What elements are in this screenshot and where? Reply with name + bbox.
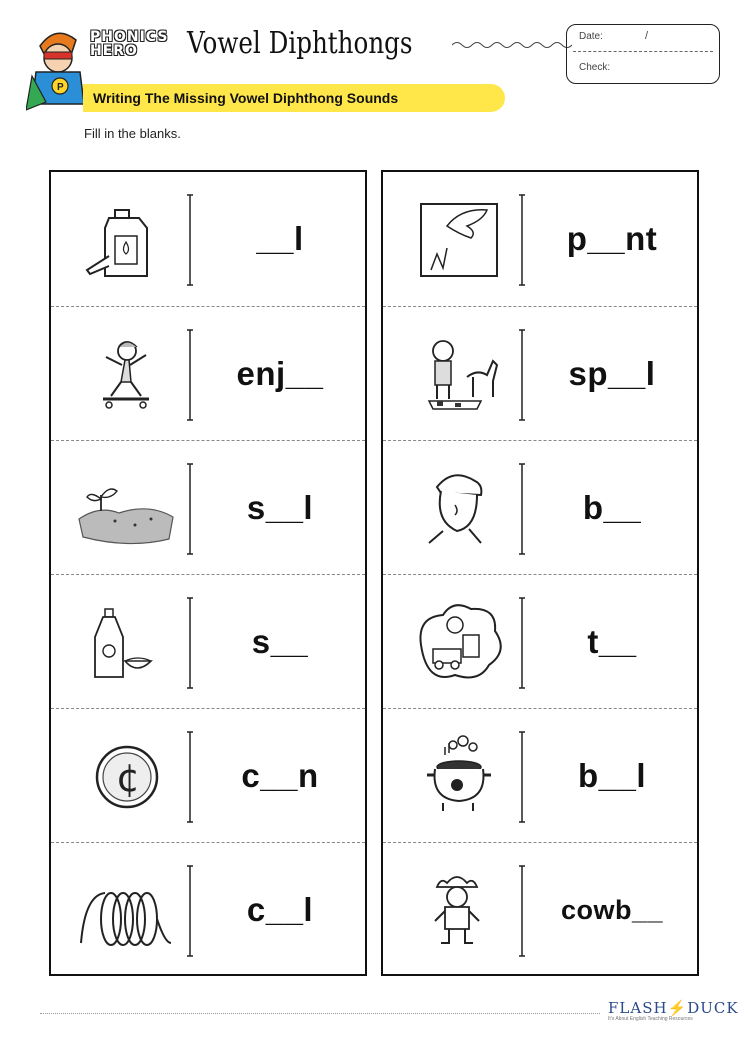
svg-text:¢: ¢ [116, 756, 141, 800]
divider-bar [186, 194, 194, 286]
divider-bar [518, 329, 526, 421]
right-exercise-panel [381, 170, 699, 976]
exercise-cell [383, 842, 697, 977]
divider-bar [186, 731, 194, 823]
exercise-cell [383, 172, 697, 306]
brand-name: FLASH [608, 999, 668, 1017]
word-blank: sp__l [568, 355, 656, 392]
divider-bar [518, 865, 526, 957]
bolt-icon: ⚡ [667, 999, 688, 1017]
coil-icon [75, 863, 175, 957]
word-blank: enj__ [236, 355, 324, 392]
date-label: Date: [579, 31, 603, 42]
divider-bar [186, 463, 194, 555]
word-blank: p__nt [566, 220, 658, 257]
divider-bar [186, 329, 194, 421]
coin-icon [75, 729, 175, 823]
oil-can-icon [75, 192, 175, 286]
boy-icon [407, 461, 507, 555]
exercise-cell [383, 708, 697, 843]
subtitle: Writing The Missing Vowel Diphthong Sounds [93, 90, 399, 106]
cowboy-icon [407, 863, 507, 957]
phonics-hero-mascot-icon [26, 22, 90, 116]
phonics-hero-logo [90, 30, 168, 58]
brand-tagline: It's About English Teaching Resources [608, 1016, 693, 1022]
divider-bar [186, 597, 194, 689]
footer-dotted-line [40, 1013, 600, 1014]
date-divider [573, 51, 713, 52]
divider-bar [186, 865, 194, 957]
boiling-pot-icon [407, 729, 507, 823]
word-blank: c__l [246, 891, 314, 928]
exercise-cell [383, 440, 697, 575]
word-blank: b__l [577, 757, 647, 794]
wave-divider-icon [452, 38, 572, 52]
divider-bar [518, 597, 526, 689]
check-label: Check: [579, 62, 611, 73]
word-blank: c__n [241, 757, 319, 794]
exercise-cell [383, 574, 697, 709]
soy-sauce-icon [75, 595, 175, 689]
toys-icon [407, 595, 507, 689]
svg-text:P: P [57, 82, 64, 93]
exercise-cell [51, 440, 365, 575]
divider-bar [518, 731, 526, 823]
divider-bar [518, 463, 526, 555]
brand-name-2: DUCK [687, 999, 739, 1017]
left-exercise-panel [49, 170, 367, 976]
instruction-text: Fill in the blanks. [84, 126, 181, 141]
logo-line2: HERO [90, 43, 138, 59]
exercise-cell [51, 708, 365, 843]
spoiled-mess-icon [407, 327, 507, 421]
word-blank: b__ [582, 489, 642, 526]
exercise-cell [383, 306, 697, 441]
skateboarder-icon [75, 327, 175, 421]
date-slash: / [645, 30, 649, 42]
date-check-box [566, 24, 720, 84]
word-blank: s__ [251, 623, 309, 660]
exercise-cell [51, 574, 365, 709]
flashduck-logo [608, 999, 739, 1022]
paint-icon [407, 192, 507, 286]
exercise-cell [51, 172, 365, 306]
word-blank: __l [256, 220, 304, 257]
subtitle-banner [83, 84, 505, 112]
exercise-cell [51, 306, 365, 441]
word-blank: t__ [587, 623, 637, 660]
page-title: Vowel Diphthongs [187, 26, 413, 61]
logo-line1: PHONICS [90, 29, 169, 45]
word-blank: cowb__ [560, 894, 664, 925]
soil-sprout-icon [75, 461, 175, 555]
word-blank: s__l [246, 489, 314, 526]
divider-bar [518, 194, 526, 286]
exercise-cell [51, 842, 365, 977]
